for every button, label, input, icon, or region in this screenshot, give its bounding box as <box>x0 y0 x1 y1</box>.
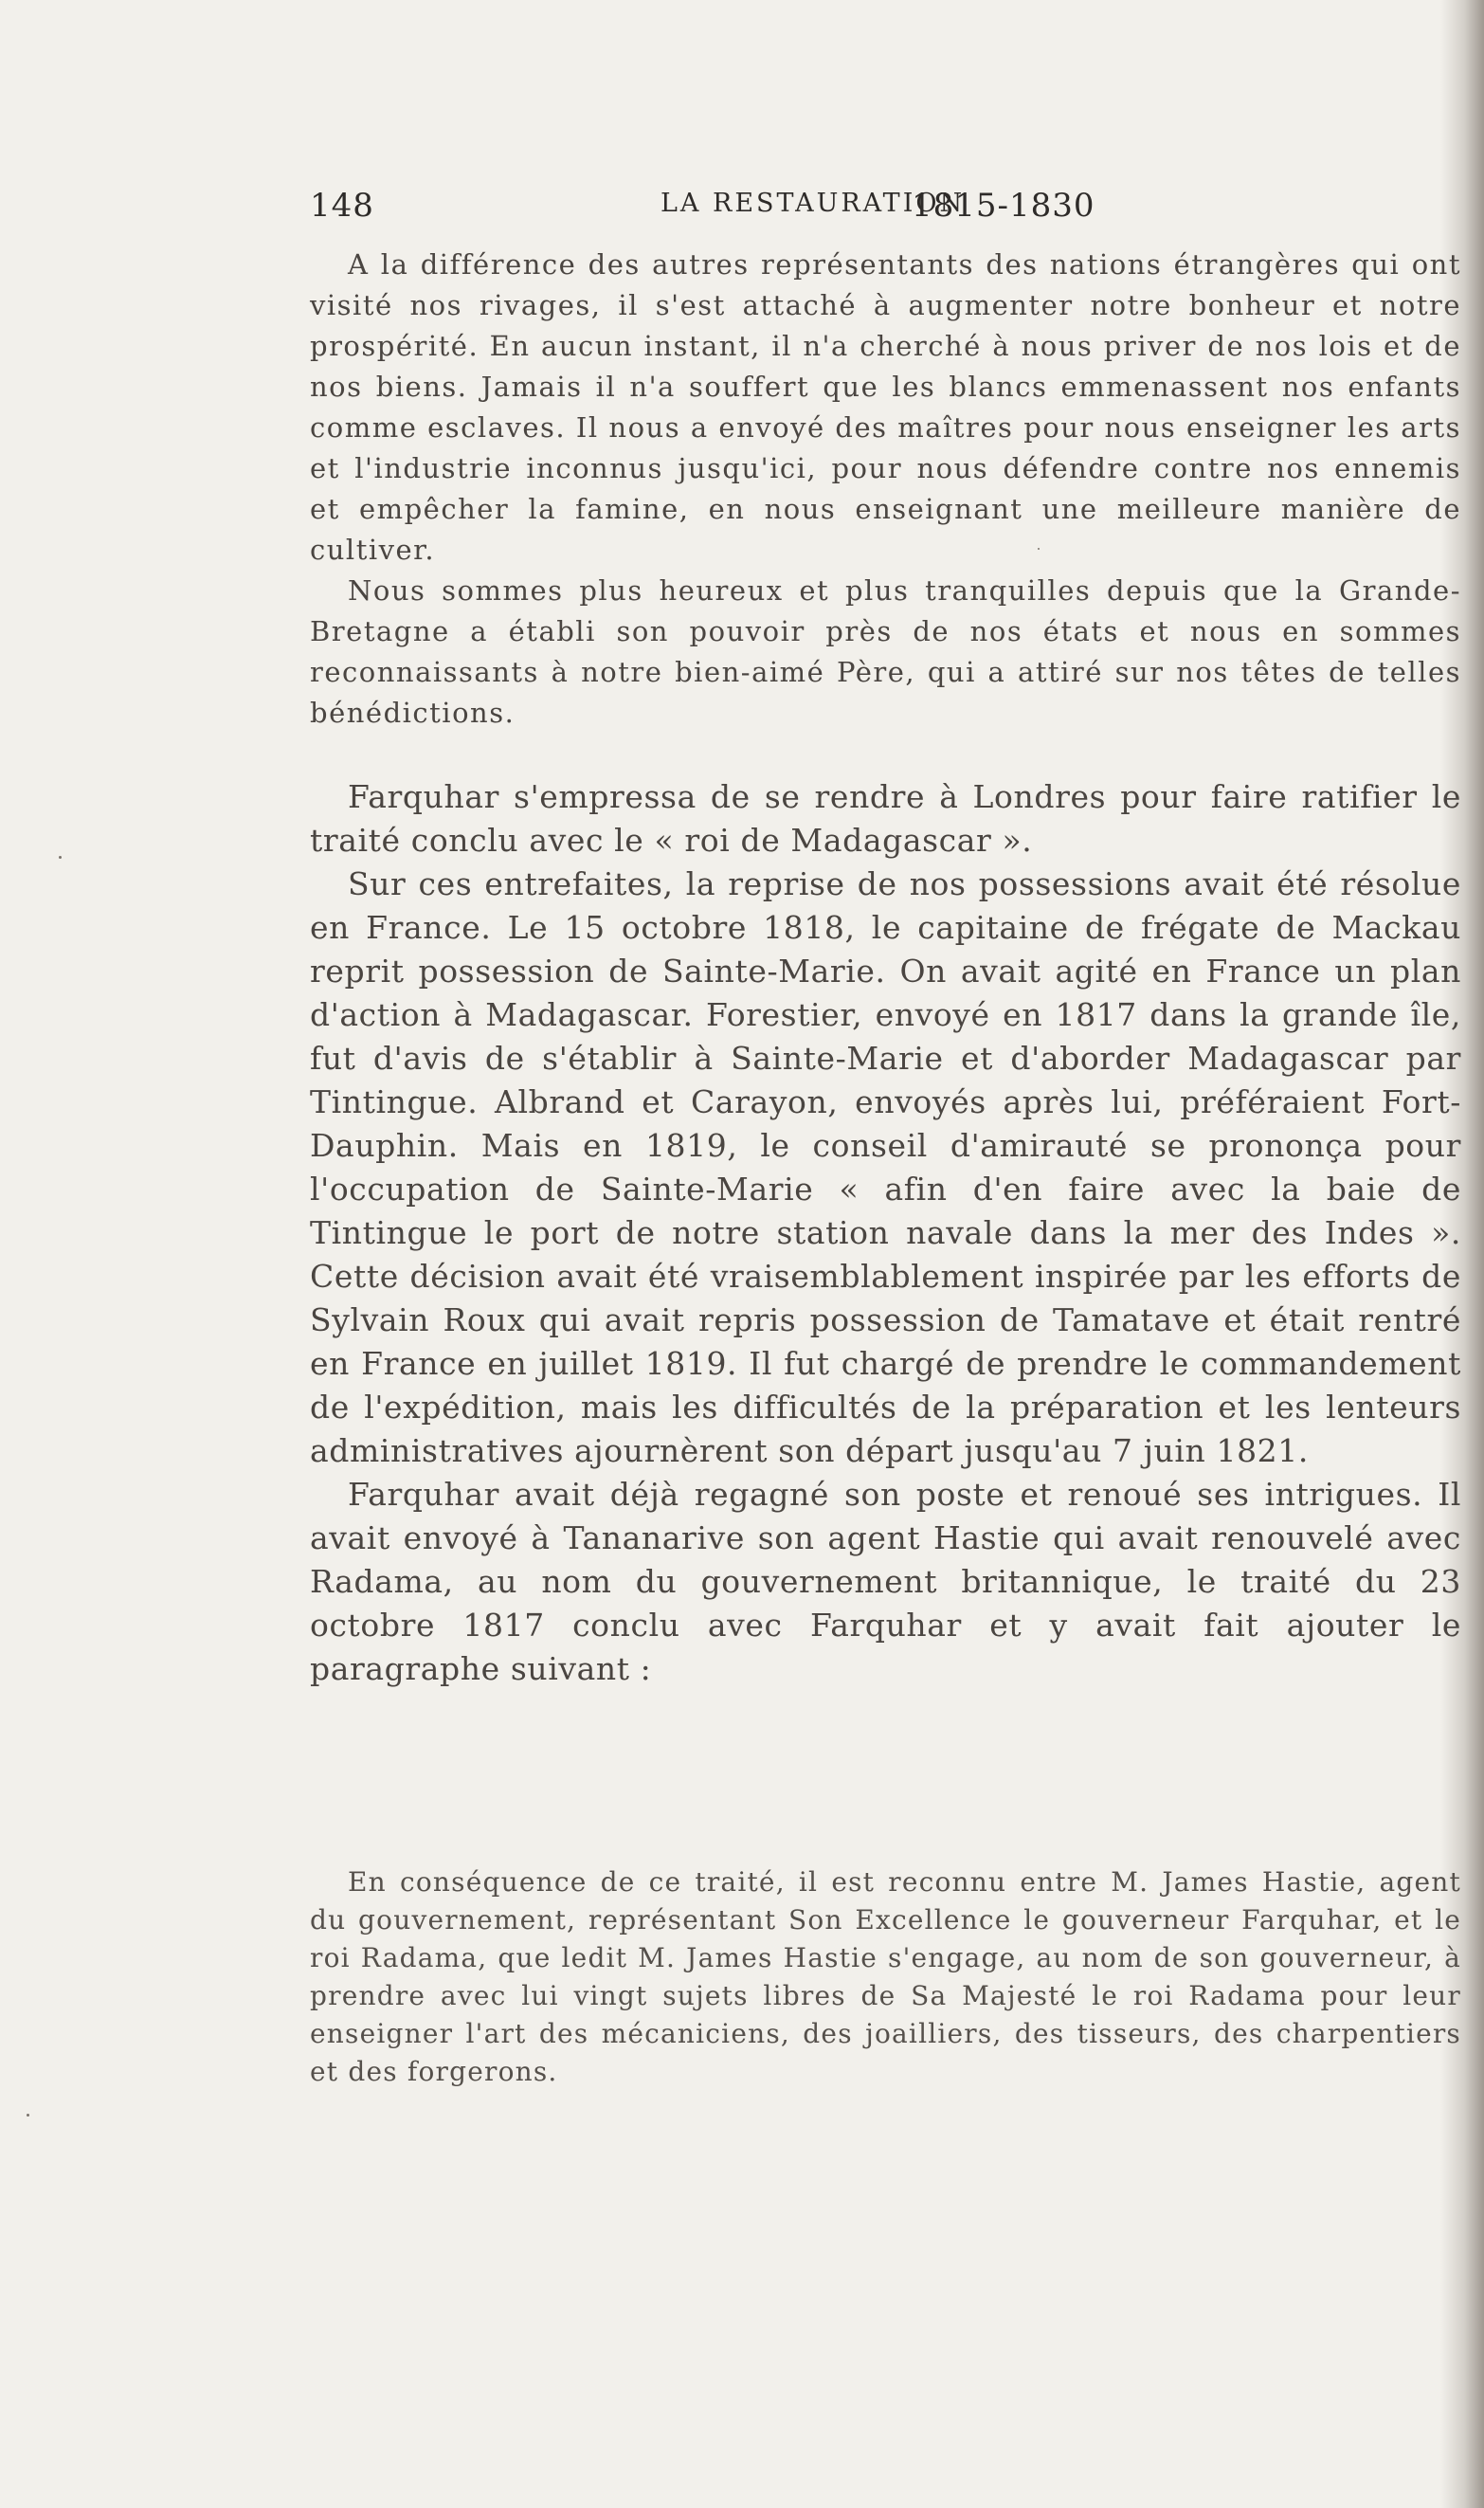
running-header <box>310 187 1475 234</box>
quote-paragraph: Nous sommes plus heureux et plus tranquilles depuis que la Grande-Bretagne a établi son pouvoir près de nos états et nous en sommes reconnaissants à notre bien-aimé Père, qui a attiré sur nos têtes de telles bénédictions. <box>310 574 1461 729</box>
body-paragraph: Farquhar avait déjà regagné son poste et renoué ses intrigues. Il avait envoyé à Tananarive son agent Hastie qui avait renouvelé avec Radama, au nom du gouvernement britannique, le traité du 23 octobre 1817 conclu avec Farquhar et y avait fait ajouter le paragraphe suivant : <box>310 1476 1461 1687</box>
treaty-paragraph-quote <box>310 1863 1461 2091</box>
paper-speck <box>1038 548 1040 550</box>
running-title: LA RESTAURATION <box>661 189 966 218</box>
running-years: 1815-1830 <box>912 187 1095 225</box>
quote-paragraph: A la différence des autres représentants des nations étrangères qui ont visité nos rivages, il s'est attaché à augmenter notre bonheur et notre prospérité. En aucun instant, il n'a cherché à nous priver de nos lois et de nos biens. Jamais il n'a souffert que les blancs emmenassent nos enfants comme esclaves. Il nous a envoyé des maîtres pour nous enseigner les arts et l'industrie inconnus jusqu'ici, pour nous défendre contre nos ennemis et empêcher la famine, en nous enseignant une meilleure manière de cultiver. <box>310 248 1461 566</box>
paper-speck <box>27 2114 29 2117</box>
paper-speck <box>59 856 62 859</box>
page-number: 148 <box>310 187 374 225</box>
body-paragraph: Sur ces entrefaites, la reprise de nos possessions avait été résolue en France. Le 15 octobre 1818, le capitaine de frégate de Mackau reprit possession de Sainte-Marie. On avait agité en France un plan d'action à Madagascar. Forestier, envoyé en 1817 dans la grande île, fut d'avis de s'établir à Sainte-Marie et d'aborder Madagascar par Tintingue. Albrand et Carayon, envoyés après lui, préféraient Fort-Dauphin. Mais en 1819, le conseil d'amirauté se prononça pour l'occupation de Sainte-Marie « afin d'en faire avec la baie de Tintingue le port de notre station navale dans la mer des Indes ». Cette décision avait été vraisemblablement inspirée par les efforts de Sylvain Roux qui avait repris possession de Tamatave et était rentré en France en juillet 1819. Il fut chargé de prendre le commandement de l'expédition, mais les difficultés de la préparation et les lenteurs administratives ajournèrent son départ jusqu'au 7 juin 1821. <box>310 865 1461 1469</box>
quote-paragraph: En conséquence de ce traité, il est reconnu entre M. James Hastie, agent du gouvernement, représentant Son Excellence le gouverneur Farquhar, et le roi Radama, que ledit M. James Hastie s'engage, au nom de son gouverneur, à prendre avec lui vingt sujets libres de Sa Majesté le roi Radama pour leur enseigner l'art des mécaniciens, des joailliers, des tisseurs, des charpentiers et des forgerons. <box>310 1866 1461 2087</box>
main-text <box>310 775 1461 1691</box>
quoted-address <box>310 245 1461 734</box>
body-paragraph: Farquhar s'empressa de se rendre à Londres pour faire ratifier le traité conclu avec le « roi de Madagascar ». <box>310 778 1461 859</box>
